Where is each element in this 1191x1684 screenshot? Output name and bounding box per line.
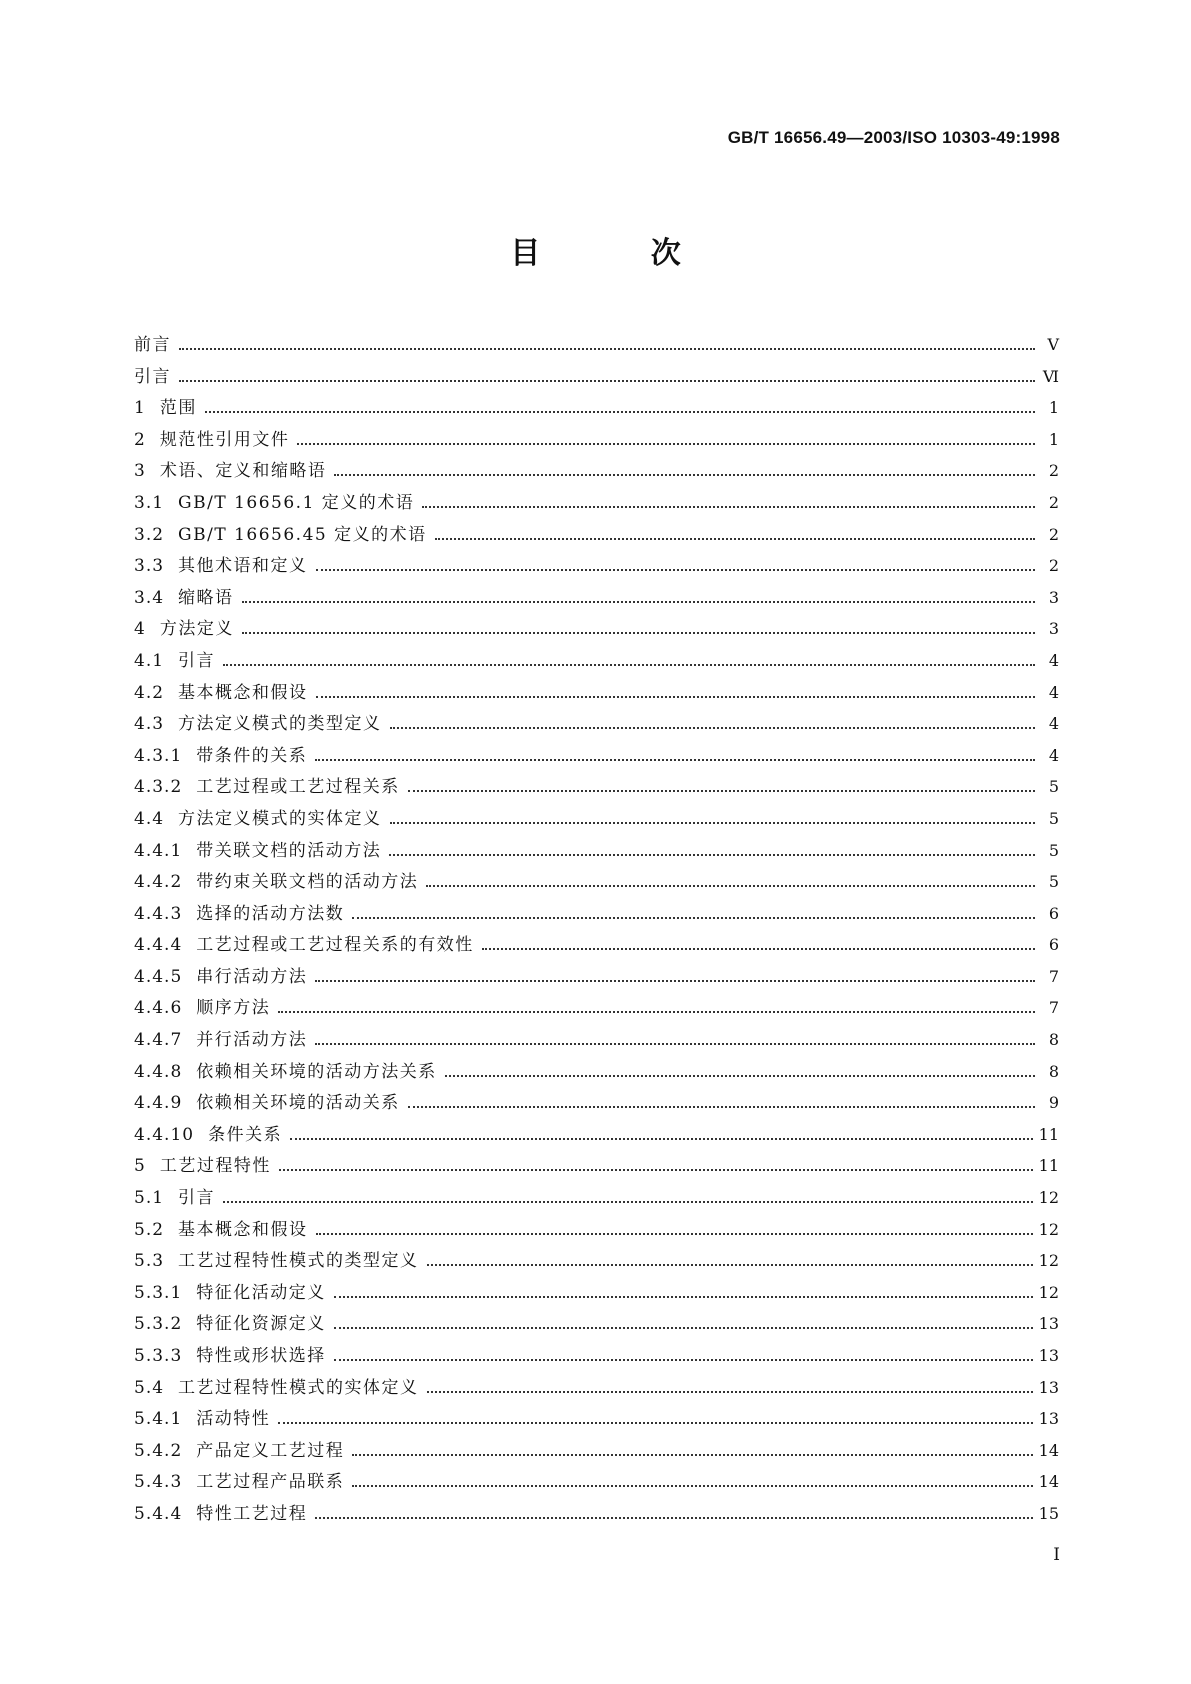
toc-entry-title: 其他术语和定义 — [178, 556, 308, 577]
toc-entry-number: 4.3 — [134, 714, 165, 735]
toc-entry-title: 带关联文档的活动方法 — [196, 840, 382, 861]
toc-entry-number: 4.3.2 — [134, 777, 183, 798]
toc-entry-page: 6 — [1048, 935, 1059, 955]
toc-entry-title: 特征化资源定义 — [196, 1314, 326, 1335]
toc-entry-title: 特性工艺过程 — [196, 1503, 308, 1524]
toc-entry-number: 3.4 — [134, 587, 165, 608]
dot-leader — [315, 1042, 1035, 1045]
dot-leader — [389, 853, 1035, 856]
toc-entry-page: 9 — [1048, 1093, 1059, 1113]
toc-entry-title: 选择的活动方法数 — [196, 903, 345, 924]
dot-leader — [297, 442, 1035, 445]
toc-entry-number: 4.4 — [134, 808, 165, 829]
toc-entry-number: 5.3.1 — [134, 1282, 183, 1303]
toc-entry-page: 2 — [1048, 556, 1059, 576]
dot-leader — [352, 1484, 1032, 1487]
toc-entry[interactable] — [134, 1250, 1059, 1282]
dot-leader — [315, 1516, 1032, 1519]
dot-leader — [334, 1295, 1033, 1298]
toc-entry-page: 1 — [1048, 429, 1059, 449]
toc-entry-page: 2 — [1048, 492, 1059, 512]
toc-entry-title: 缩略语 — [178, 587, 234, 608]
toc-entry-title: 工艺过程产品联系 — [196, 1472, 345, 1493]
dot-leader — [427, 1263, 1033, 1266]
dot-leader — [435, 537, 1035, 540]
toc-entry[interactable] — [134, 334, 1059, 366]
toc-entry-number: 5.1 — [134, 1188, 165, 1209]
dot-leader — [316, 568, 1035, 571]
toc-entry-number: 4.4.6 — [134, 998, 183, 1019]
toc-entry[interactable] — [134, 1345, 1059, 1377]
toc-entry-page: 14 — [1038, 1472, 1059, 1492]
toc-entry-number: 3.3 — [134, 556, 165, 577]
toc-entry-page: 5 — [1048, 777, 1059, 797]
page-number: Ⅰ — [1053, 1545, 1060, 1565]
toc-entry-page: 11 — [1038, 1156, 1059, 1176]
toc-entry[interactable] — [134, 366, 1059, 398]
toc-entry-number: 5.4.4 — [134, 1503, 183, 1524]
toc-entry-title: 带条件的关系 — [196, 745, 308, 766]
toc-entry[interactable] — [134, 650, 1059, 682]
dot-leader — [278, 1421, 1032, 1424]
toc-entry-title: 依赖相关环境的活动关系 — [196, 1093, 400, 1114]
toc-entry-title: 顺序方法 — [196, 998, 271, 1019]
toc-entry[interactable] — [134, 934, 1059, 966]
toc-entry[interactable] — [134, 618, 1059, 650]
toc-entry[interactable] — [134, 1471, 1059, 1503]
toc-entry[interactable] — [134, 903, 1059, 935]
dot-leader — [334, 1358, 1033, 1361]
dot-leader — [408, 1105, 1035, 1108]
dot-leader — [422, 505, 1035, 508]
toc-entry-number: 4 — [134, 619, 146, 640]
toc-entry[interactable] — [134, 871, 1059, 903]
toc-entry-page: 12 — [1038, 1251, 1059, 1271]
dot-leader — [482, 947, 1035, 950]
toc-entry-title: 方法定义模式的实体定义 — [178, 808, 382, 829]
toc-entry-number: 4.1 — [134, 650, 165, 671]
standard-number-header: GB/T 16656.49—2003/ISO 10303-49:1998 — [727, 128, 1060, 147]
toc-entry-number: 4.3.1 — [134, 745, 183, 766]
toc-entry-title: 带约束关联文档的活动方法 — [196, 872, 419, 893]
toc-entry[interactable] — [134, 1377, 1059, 1409]
toc-entry[interactable] — [134, 587, 1059, 619]
toc-entry-page: 2 — [1048, 461, 1059, 481]
toc-entry[interactable] — [134, 555, 1059, 587]
toc-entry-title: GB/T 16656.45 定义的术语 — [178, 524, 427, 545]
dot-leader — [223, 663, 1035, 666]
toc-entry[interactable] — [134, 966, 1059, 998]
toc-entry-page: 5 — [1048, 872, 1059, 892]
toc-entry-page: 13 — [1038, 1377, 1059, 1397]
toc-entry[interactable] — [134, 682, 1059, 714]
toc-entry-title: 基本概念和假设 — [178, 682, 308, 703]
toc-entry-title: 工艺过程特性模式的实体定义 — [178, 1377, 419, 1398]
toc-entry-number: 4.4.9 — [134, 1093, 183, 1114]
table-of-contents — [134, 334, 1059, 1535]
toc-entry-number: 5 — [134, 1156, 146, 1177]
toc-entry-title: 基本概念和假设 — [178, 1219, 308, 1240]
toc-entry-page: 11 — [1038, 1124, 1059, 1144]
toc-entry-page: 6 — [1048, 903, 1059, 923]
toc-entry-page: 7 — [1048, 966, 1059, 986]
toc-entry-title: 工艺过程或工艺过程关系的有效性 — [196, 935, 474, 956]
toc-entry-page: 3 — [1048, 587, 1059, 607]
dot-leader — [316, 695, 1035, 698]
toc-entry-page: Ⅵ — [1042, 366, 1059, 386]
toc-entry-number: 4.4.3 — [134, 903, 183, 924]
toc-entry-page: Ⅴ — [1047, 335, 1059, 354]
toc-entry-title: 方法定义 — [159, 619, 234, 640]
dot-leader — [408, 789, 1035, 792]
toc-entry-title: 前言 — [134, 335, 171, 355]
dot-leader — [334, 1326, 1033, 1329]
toc-entry-title: 引言 — [178, 650, 216, 671]
toc-entry-number: 5.4 — [134, 1377, 165, 1398]
dot-leader — [427, 1390, 1033, 1393]
toc-entry-page: 14 — [1038, 1440, 1059, 1460]
toc-entry-number: 4.4.10 — [134, 1124, 195, 1145]
toc-entry-title: GB/T 16656.1 定义的术语 — [178, 492, 415, 513]
toc-entry-page: 3 — [1048, 619, 1059, 639]
toc-entry-title: 依赖相关环境的活动方法关系 — [196, 1061, 437, 1082]
toc-entry-page: 4 — [1048, 682, 1059, 702]
toc-entry-page: 4 — [1048, 650, 1059, 670]
toc-entry[interactable] — [134, 776, 1059, 808]
toc-entry-page: 4 — [1048, 745, 1059, 765]
dot-leader — [315, 758, 1035, 761]
toc-entry-page: 5 — [1048, 808, 1059, 828]
page-title: 目 次 — [510, 236, 731, 271]
toc-entry-title: 产品定义工艺过程 — [196, 1440, 345, 1461]
toc-entry-number: 4.4.2 — [134, 872, 183, 893]
toc-entry-page: 4 — [1048, 714, 1059, 734]
toc-entry-page: 8 — [1048, 1030, 1059, 1050]
toc-entry[interactable] — [134, 713, 1059, 745]
toc-entry-title: 引言 — [134, 366, 171, 387]
toc-entry-number: 5.2 — [134, 1219, 165, 1240]
dot-leader — [223, 1200, 1033, 1203]
dot-leader — [278, 1010, 1035, 1013]
toc-entry[interactable] — [134, 1155, 1059, 1187]
toc-entry[interactable] — [134, 745, 1059, 777]
toc-entry-title: 串行活动方法 — [196, 966, 308, 987]
toc-entry[interactable] — [134, 1440, 1059, 1472]
dot-leader — [445, 1074, 1035, 1077]
toc-entry-number: 5.4.2 — [134, 1440, 183, 1461]
dot-leader — [290, 1137, 1033, 1140]
toc-entry-number: 4.4.8 — [134, 1061, 183, 1082]
dot-leader — [426, 884, 1035, 887]
toc-entry[interactable] — [134, 460, 1059, 492]
toc-entry[interactable] — [134, 1092, 1059, 1124]
toc-entry-title: 方法定义模式的类型定义 — [178, 714, 382, 735]
toc-entry-title: 工艺过程或工艺过程关系 — [196, 777, 400, 798]
toc-entry-title: 引言 — [178, 1188, 216, 1209]
toc-entry[interactable] — [134, 1219, 1059, 1251]
toc-entry-page: 2 — [1048, 524, 1059, 544]
toc-entry[interactable] — [134, 524, 1059, 556]
toc-entry-number: 3.2 — [134, 524, 165, 545]
dot-leader — [179, 347, 1035, 350]
toc-entry-title: 活动特性 — [196, 1409, 271, 1430]
toc-entry-number: 4.4.4 — [134, 935, 183, 956]
toc-entry-page: 13 — [1038, 1314, 1059, 1334]
toc-entry-number: 4.2 — [134, 682, 165, 703]
toc-entry-title: 范围 — [159, 398, 197, 419]
dot-leader — [315, 979, 1035, 982]
dot-leader — [390, 726, 1035, 729]
toc-entry[interactable] — [134, 429, 1059, 461]
toc-entry-page: 5 — [1048, 840, 1059, 860]
toc-entry-number: 3.1 — [134, 492, 165, 513]
toc-entry[interactable] — [134, 808, 1059, 840]
toc-entry-page: 15 — [1038, 1503, 1059, 1523]
dot-leader — [352, 1453, 1032, 1456]
dot-leader — [390, 821, 1035, 824]
toc-entry-number: 3 — [134, 461, 146, 482]
toc-entry[interactable] — [134, 1313, 1059, 1345]
toc-entry-number: 5.3.3 — [134, 1346, 183, 1366]
toc-entry-number: 5.3 — [134, 1251, 165, 1272]
toc-entry-title: 工艺过程特性 — [159, 1156, 271, 1177]
toc-entry-title: 特征化活动定义 — [196, 1282, 326, 1303]
toc-entry[interactable] — [134, 1408, 1059, 1440]
dot-leader — [316, 1232, 1033, 1235]
dot-leader — [334, 473, 1035, 476]
toc-entry[interactable] — [134, 397, 1059, 429]
toc-entry[interactable] — [134, 997, 1059, 1029]
toc-entry-page: 13 — [1038, 1346, 1059, 1365]
toc-entry-page: 12 — [1038, 1219, 1059, 1239]
toc-entry-title: 特性或形状选择 — [196, 1346, 326, 1366]
toc-entry[interactable] — [134, 492, 1059, 524]
toc-entry-number: 5.4.3 — [134, 1472, 183, 1493]
dot-leader — [242, 600, 1035, 603]
dot-leader — [242, 631, 1035, 634]
toc-entry[interactable] — [134, 1061, 1059, 1093]
toc-entry[interactable] — [134, 1187, 1059, 1219]
toc-entry-number: 4.4.5 — [134, 966, 183, 987]
toc-entry-page: 13 — [1038, 1409, 1059, 1429]
toc-entry-number: 5.4.1 — [134, 1409, 183, 1430]
toc-entry[interactable] — [134, 1282, 1059, 1314]
dot-leader — [279, 1168, 1033, 1171]
toc-entry-page: 1 — [1048, 398, 1059, 418]
toc-entry[interactable] — [134, 1029, 1059, 1061]
toc-entry-number: 4.4.1 — [134, 840, 183, 861]
toc-entry-number: 2 — [134, 429, 146, 450]
toc-entry-title: 并行活动方法 — [196, 1030, 308, 1051]
toc-entry-number: 5.3.2 — [134, 1314, 183, 1335]
toc-entry-page: 12 — [1038, 1188, 1059, 1208]
toc-entry-title: 条件关系 — [208, 1124, 283, 1145]
toc-entry[interactable] — [134, 1124, 1059, 1156]
dot-leader — [205, 410, 1035, 413]
toc-entry-title: 规范性引用文件 — [159, 429, 290, 450]
dot-leader — [352, 916, 1035, 919]
toc-entry-page: 7 — [1048, 998, 1059, 1018]
dot-leader — [179, 379, 1035, 382]
toc-entry[interactable] — [134, 840, 1059, 872]
toc-entry-number: 1 — [134, 398, 146, 419]
toc-entry-title: 术语、定义和缩略语 — [159, 461, 327, 482]
toc-entry[interactable] — [134, 1503, 1059, 1535]
toc-entry-page: 12 — [1038, 1282, 1059, 1302]
toc-entry-page: 8 — [1048, 1061, 1059, 1081]
toc-entry-number: 4.4.7 — [134, 1030, 183, 1051]
toc-entry-title: 工艺过程特性模式的类型定义 — [178, 1251, 419, 1272]
